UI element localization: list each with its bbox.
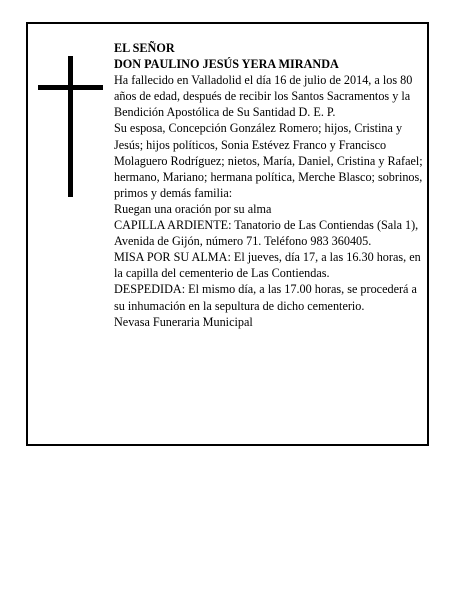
chapel-info: CAPILLA ARDIENTE: Tanatorio de Las Contiendas (Sala 1), Avenida de Gijón, número 71. Teléfono 983 360405. <box>114 218 419 249</box>
cross-horizontal-bar <box>38 85 103 90</box>
farewell-info: DESPEDIDA: El mismo día, a las 17.00 horas, se procederá a su inhumación en la sepultura de dicho cementerio. <box>114 282 417 313</box>
deceased-name: DON PAULINO JESÚS YERA MIRANDA <box>114 57 339 72</box>
family-list: Su esposa, Concepción González Romero; hijos, Cristina y Jesús; hijos políticos, Sonia Estévez Franco y Francisco Molaguero Rodríguez; nietos, María, Daniel, Cristina y Rafael; hermano, Mariano; hermana política, Merche Blasco; sobrinos, primos y demás familia: <box>114 121 423 200</box>
obituary-notice <box>26 22 429 446</box>
cross-vertical-bar <box>68 56 73 197</box>
death-announcement: Ha fallecido en Valladolid el día 16 de julio de 2014, a los 80 años de edad, después de recibir los Santos Sacramentos y la Bendición Apostólica de Su Santidad D. E. P. <box>114 73 413 120</box>
funeral-home: Nevasa Funeraria Municipal <box>114 314 253 329</box>
mass-info: MISA POR SU ALMA: El jueves, día 17, a las 16.30 horas, en la capilla del cementerio de Las Contiendas. <box>114 250 421 281</box>
notice-header-title: EL SEÑOR <box>114 41 175 55</box>
prayer-request: Ruegan una oración por su alma <box>114 201 272 216</box>
notice-text <box>114 40 424 330</box>
